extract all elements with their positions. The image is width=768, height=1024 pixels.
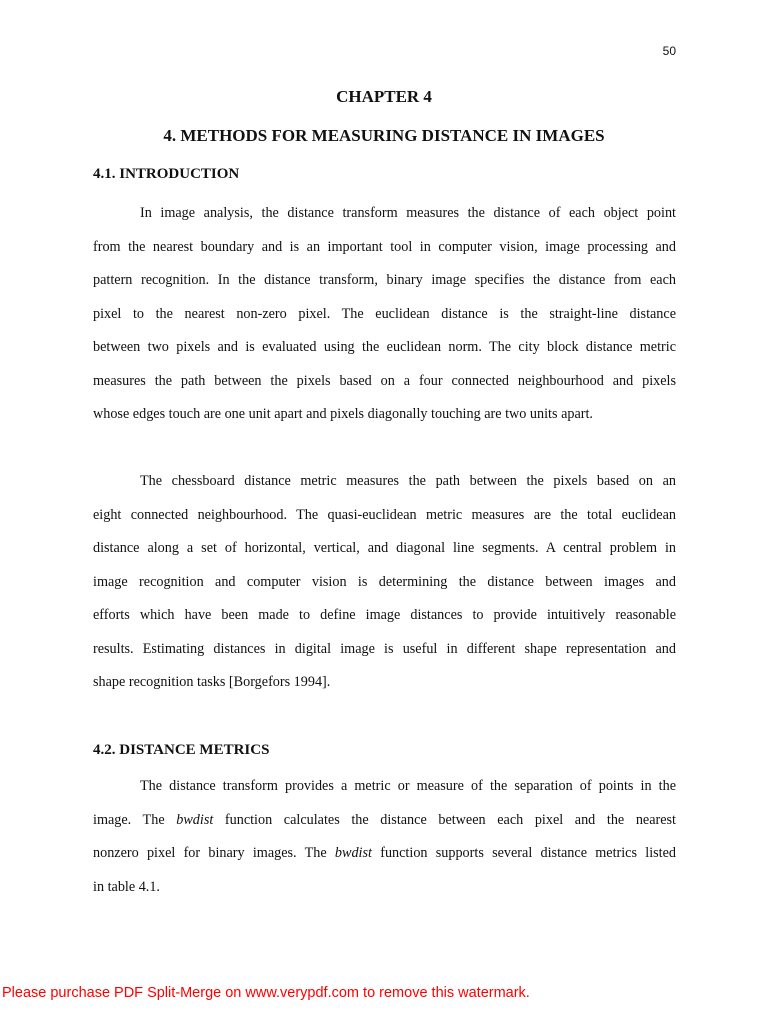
- text-line: [93, 837, 676, 871]
- text-line: measures the path between the pixels based on a four connected neighbourhood and pixels: [93, 372, 676, 389]
- text-line: shape recognition tasks [Borgefors 1994].: [93, 674, 331, 690]
- text-line: pixel to the nearest non-zero pixel. The euclidean distance is the straight-line distance: [93, 305, 676, 322]
- text-line: results. Estimating distances in digital image is useful in different shape representation and: [93, 640, 676, 657]
- distance-metrics-paragraph: [93, 770, 676, 904]
- text-line: whose edges touch are one unit apart and pixels diagonally touching are two units apart.: [93, 406, 593, 422]
- text-line: eight connected neighbourhood. The quasi-euclidean metric measures are the total euclidean: [93, 506, 676, 523]
- text-line: efforts which have been made to define image distances to provide intuitively reasonable: [93, 607, 676, 623]
- text-line: The distance transform provides a metric or measure of the separation of points in the: [140, 778, 676, 794]
- text-line: pattern recognition. In the distance transform, binary image specifies the distance from each: [93, 272, 676, 288]
- section-heading-introduction: 4.1. INTRODUCTION: [93, 166, 240, 182]
- text-line: In image analysis, the distance transform measures the distance of each object point: [140, 205, 676, 221]
- function-name-bwdist: bwdist: [176, 811, 214, 828]
- page-number: 50: [662, 44, 676, 58]
- chapter-label: CHAPTER 4: [336, 87, 432, 106]
- text-line: in table 4.1.: [93, 878, 160, 895]
- text-line: The chessboard distance metric measures the path between the pixels based on an: [140, 473, 676, 489]
- text-line: [93, 804, 676, 838]
- text-segment: image. The: [93, 811, 177, 828]
- text-segment: function supports several distance metrics listed: [371, 845, 676, 861]
- chapter-title: 4. METHODS FOR MEASURING DISTANCE IN IMAGES: [163, 126, 605, 145]
- section-heading-distance-metrics: 4.2. DISTANCE METRICS: [93, 742, 270, 758]
- introduction-paragraph-1: [93, 197, 676, 432]
- introduction-paragraph-2: [93, 465, 676, 700]
- watermark-text: Please purchase PDF Split-Merge on www.verypdf.com to remove this watermark.: [2, 985, 530, 1001]
- text-segment: function calculates the distance between each pixel and the nearest: [213, 811, 676, 828]
- text-line: from the nearest boundary and is an important tool in computer vision, image processing and: [93, 238, 676, 255]
- text-line: between two pixels and is evaluated using the euclidean norm. The city block distance metric: [93, 339, 676, 355]
- text-segment: nonzero pixel for binary images. The: [93, 845, 335, 861]
- function-name-bwdist: bwdist: [334, 845, 372, 861]
- text-line: image recognition and computer vision is determining the distance between images and: [93, 573, 676, 590]
- text-line: distance along a set of horizontal, vertical, and diagonal line segments. A central problem in: [93, 540, 676, 556]
